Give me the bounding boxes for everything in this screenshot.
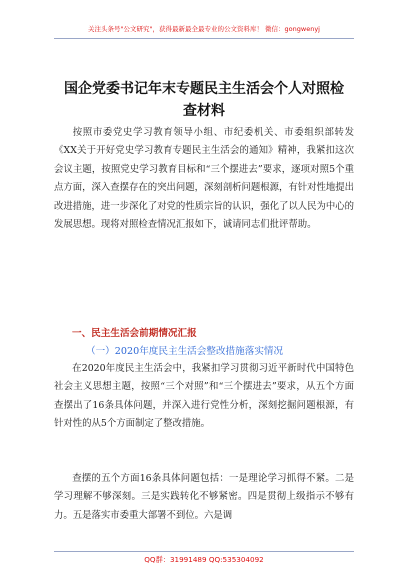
title-line-2: 查材料 (183, 103, 225, 119)
paragraph-2-text: 在2020年度民主生活会中，我紧扣学习贯彻习近平新时代中国特色社会主义思想主题，按照“三个对照”和“三个摆进去”要求，从五个方面查摆出了16条具体问题，并深入进行党性分析，深刻挖掘问题根源，有针对性的从5个方面制定了整改措施。 (54, 363, 354, 430)
intro-paragraph (54, 124, 354, 234)
paragraph-3-text: 查摆的五个方面16条具体问题包括：一是理论学习抓得不紧。二是学习理解不够深刻。三是实践转化不够紧密。四是贯彻上级指示不够有力。五是落实市委重大部署不到位。六是调 (54, 473, 354, 521)
section-heading-1: 一、民主生活会前期情况汇报 (72, 328, 197, 339)
paragraph-2 (54, 360, 354, 434)
intro-paragraph-text: 按照市委党史学习教育领导小组、市纪委机关、市委组织部转发《XX关于开好党史学习教育专题民主生活会的通知》精神，我紧扣这次会议主题，按照党史学习教育目标和“三个摆进去”要求，逐项对照5个重点方面，深入查摆存在的突出问题，深刻剖析问题根源，有针对性地提出改进措施，进一步深化了对党的性质宗旨的认识，强化了以人民为中心的发展思想。现将对照检查情况汇报如下，诚请同志们批评帮助。 (54, 127, 355, 231)
subsection-heading-1: （一）2020年度民主生活会整改措施落实情况 (86, 346, 284, 357)
header-divider (54, 38, 354, 39)
footer-contact-note: QQ群：31991489 QQ:535304092 (144, 555, 264, 564)
title-line-1: 国企党委书记年末专题民主生活会个人对照检 (64, 81, 344, 97)
footer-divider (54, 551, 354, 552)
paragraph-3 (54, 470, 354, 525)
header-promo-note: 关注头条号"公文研究"，获得最新最全最专业的公文资料库！ 微信：gongwenyj (88, 25, 320, 33)
document-title (40, 78, 368, 122)
